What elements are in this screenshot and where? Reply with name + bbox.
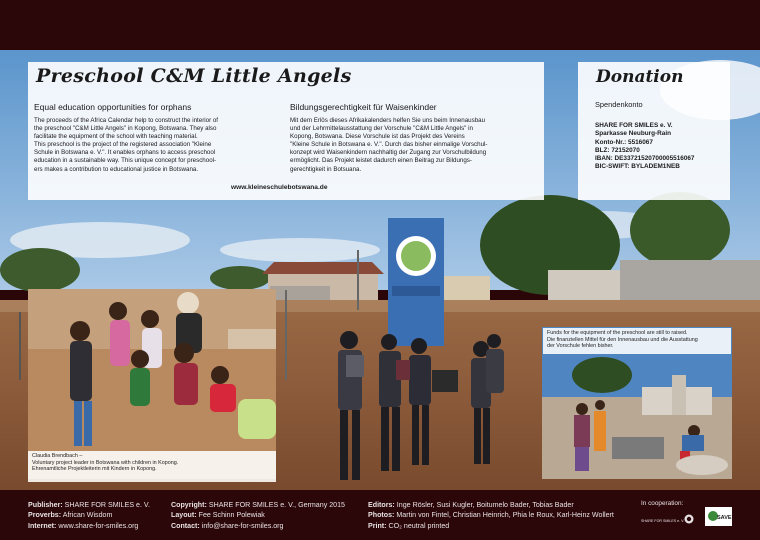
english-body: The proceeds of the Africa Calendar help to construct the interior of the preschool "C&M Little Angels" in Kopong, Botswana. They also facilitate the equipment of the school with teaching material. This preschool is the project of the registered association "Kleine Schule in Botswana e. V.". It enables orphans to access preschool education in a sustainable way. This unique concept for preschool- ers makes a contribution to educational justice in Botswana. [34,117,219,173]
footer-col-copyright [171,500,345,531]
bank-details [595,122,695,172]
layout-value: Fee Schinn Polewiak [198,511,265,520]
share-for-smiles-logo [641,512,695,526]
german-body: Mit dem Erlös dieses Afrikakalenders helfen Sie uns beim Innenausbau und der Lehrmittelausstattung der Vorschule "C&M Little Angels" in Kopong, Botswana. Diese Vorschule ist das Projekt des Vereins "Kleine Schule in Botswana e. V.". Durch das bisher einmalige Vorschul- konzept wird Waisenkindern nachhaltig der Zugang zur Vorschulbildung ermöglicht. Das Projekt leistet dadurch einen Beitrag zur Bildungs- gerechtigkeit in Botsuana. [290,117,488,173]
copyright-value: SHARE FOR SMILES e. V., Germany 2015 [208,501,345,509]
inset-caption-children: Claudia Brendbach – Voluntary project leader in Botswana with children in Kopong. Ehrenamtliche Projektleiterin mit Kindern in Kopong. [28,451,276,482]
print-value: CO₂ neutral printed [388,521,450,530]
proverbs-value: African Wisdom [62,511,113,520]
inset-caption-construction: Funds for the equipment of the preschool are still to raised. Die finanziellen Mittel für den Innenausbau und die Ausstattung der Vorschule fehlen bisher. [543,328,731,354]
editors-value: Inge Rösler, Susi Kugler, Boitumelo Bader, Tobias Bader [396,501,574,509]
page-title: Preschool C&M Little Angels [36,65,352,87]
internet-label: Internet: [28,521,57,530]
info-panel [28,62,544,200]
footer [0,490,760,540]
english-heading: Equal education opportunities for orphans [34,102,192,112]
layout-label: Layout: [171,511,197,520]
german-heading: Bildungsgerechtigkeit für Waisenkinder [290,102,437,112]
footer-col-publisher [28,500,150,531]
footer-col-credits [368,500,614,531]
print-label: Print: [368,521,387,530]
bank-line: Konto-Nr.: 5516067 [595,138,653,146]
internet-link[interactable]: www.share-for-smiles.org [58,521,139,530]
logo1-text: SHARE FOR SMILES e. V. [641,519,685,523]
bank-line: IBAN: DE33721520700005516067 [595,155,695,163]
bank-line: Sparkasse Neuburg-Rain [595,130,672,138]
publisher-label: Publisher: [28,501,63,509]
photos-label: Photos: [368,511,395,520]
cooperation-label: In cooperation: [641,500,684,507]
save-logo [705,507,732,526]
photos-value: Martin von Fintel, Christian Heinrich, Phia le Roux, Karl-Heinz Wollert [396,511,614,520]
logo2-text: SAVE [717,515,732,521]
contact-label: Contact: [171,521,200,530]
donation-subtitle: Spendenkonto [595,100,643,109]
proverbs-label: Proverbs: [28,511,62,520]
editors-label: Editors: [368,501,395,509]
donation-title: Donation [596,67,684,87]
contact-email[interactable]: info@share-for-smiles.org [201,521,284,530]
donation-panel [578,62,730,200]
bank-line: BLZ: 72152070 [595,146,640,154]
publisher-value: SHARE FOR SMILES e. V. [64,501,150,509]
top-band [0,0,760,50]
copyright-label: Copyright: [171,501,207,509]
project-url[interactable]: www.kleineschulebotswana.de [231,184,328,191]
bank-line: BIC-SWIFT: BYLADEM1NEB [595,163,680,171]
bank-line: SHARE FOR SMILES e. V. [595,122,673,129]
